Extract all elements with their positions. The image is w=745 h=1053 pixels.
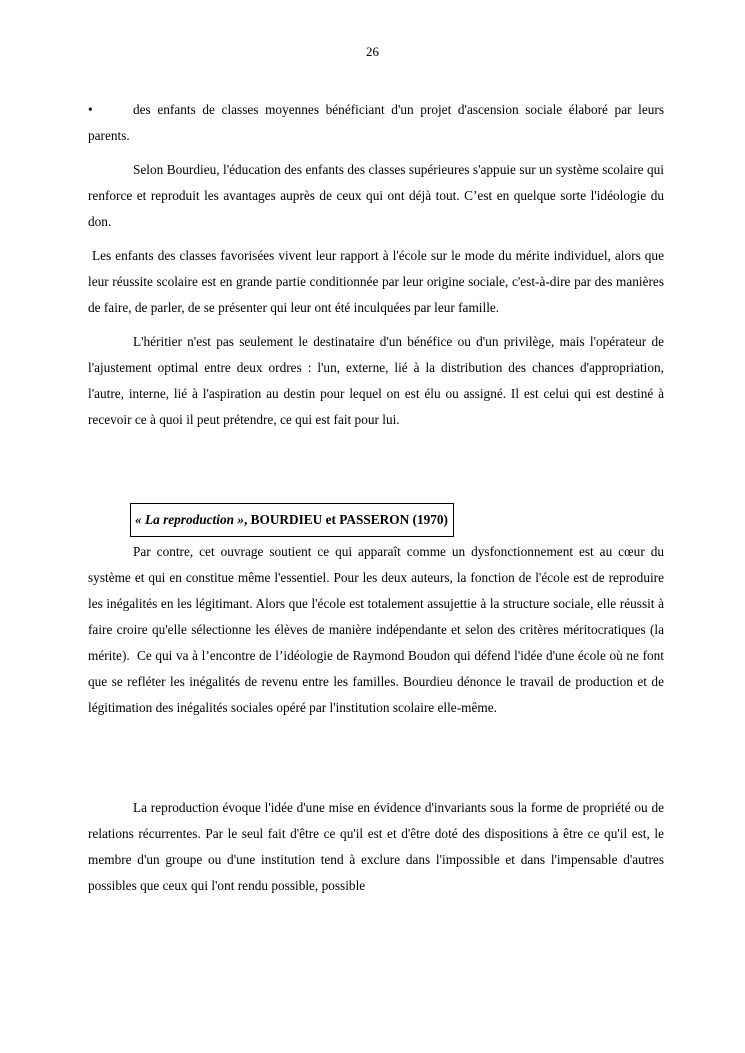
bullet-text: des enfants de classes moyennes bénéficiant d'un projet d'ascension sociale élaboré par leurs parents.: [88, 102, 664, 143]
document-body: [88, 97, 668, 899]
bullet-icon: •: [88, 102, 93, 117]
section-heading-authors: , BOURDIEU et PASSERON (1970): [243, 512, 448, 527]
section-heading: [130, 503, 454, 537]
paragraph-heritier: L'héritier n'est pas seulement le destinataire d'un bénéfice ou d'un privilège, mais l'opérateur de l'ajustement optimal entre deux ordres : l'un, externe, lié à la distribution des chances d'appropriation, l'autre, interne, lié à l'aspiration au destin pour lequel on est élu ou assigné. Il est celui qui est destiné à recevoir ce à quoi il peut prétendre, ce qui est fait pour lui.: [88, 334, 664, 427]
paragraph-classes-favorisees: Les enfants des classes favorisées vivent leur rapport à l'école sur le mode du mérite individuel, alors que leur réussite scolaire est en grande partie conditionnée par leur origine sociale, c'est-à-dire par des manières de faire, de parler, de se présenter qui leur ont été inculquées par leur famille.: [88, 248, 668, 315]
paragraph-don: Selon Bourdieu, l'éducation des enfants des classes supérieures s'appuie sur un système scolaire qui renforce et reproduit les avantages auprès de ceux qui ont déjà tout. C’est en quelque sorte l'idéologie du don.: [88, 162, 664, 229]
section-heading-title: « La reproduction »: [135, 512, 244, 527]
section-heading-wrap: [88, 503, 664, 537]
paragraph-invariants: La reproduction évoque l'idée d'une mise en évidence d'invariants sous la forme de propriété ou de relations récurrentes. Par le seul fait d'être ce qu'il est et d'être doté des dispositions à être ce qu'il est, le membre d'un groupe ou d'une institution tend à exclure dans l'impossible et dans l'impensable d'autres possibles que ceux qui l'ont rendu possible, possible: [88, 800, 664, 893]
paragraph-reproduction: Par contre, cet ouvrage soutient ce qui apparaît comme un dysfonctionnement est au cœur du système et qui en constitue même l'essentiel. Pour les deux auteurs, la fonction de l'école est de reproduire les inégalités en les légitimant. Alors que l'école est totalement assujettie à la structure sociale, elle réussit à faire croire qu'elle sélectionne les élèves de manière indépendante et selon des critères méritocratiques (la mérite). Ce qui va à l’encontre de l’idéologie de Raymond Boudon qui défend l'idée d'une école où ne font que se refléter les inégalités de revenu entre les familles. Bourdieu dénonce le travail de production et de légitimation des inégalités sociales opéré par l'institution scolaire elle-même.: [88, 544, 668, 715]
page-number: 26: [366, 44, 379, 59]
bullet-item: [88, 97, 664, 149]
